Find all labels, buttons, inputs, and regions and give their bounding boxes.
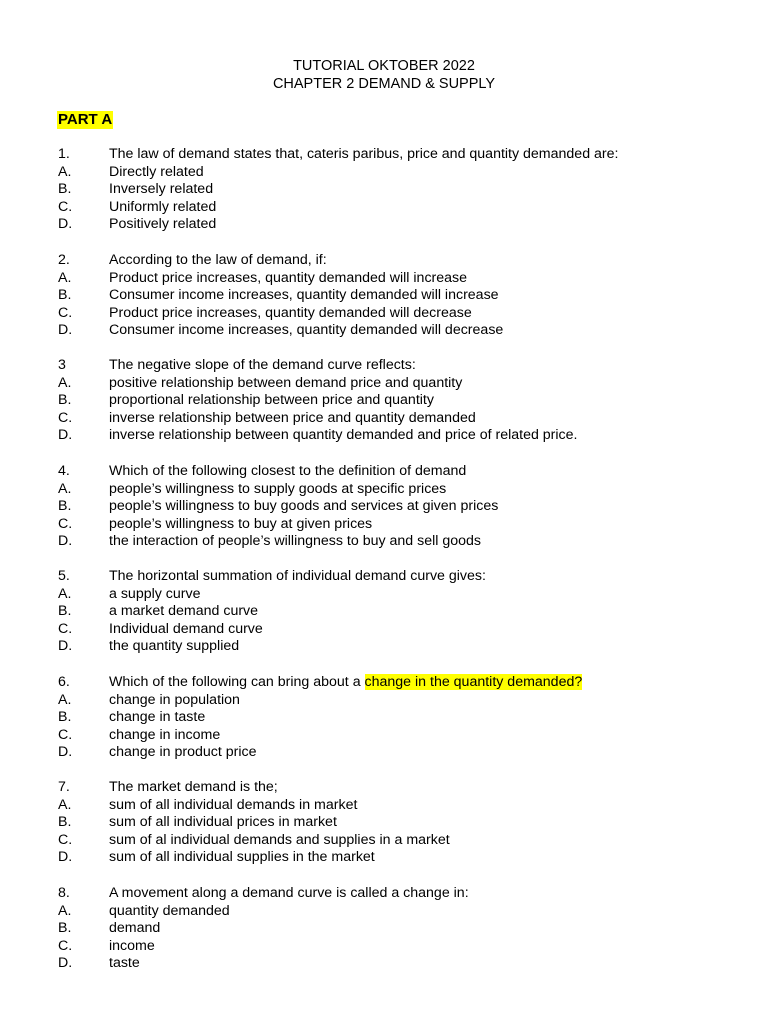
answer-option — [0, 638, 768, 656]
question-stem — [0, 674, 768, 692]
question-stem — [0, 146, 768, 164]
option-letter: D. — [58, 849, 73, 865]
answer-option — [0, 533, 768, 551]
option-letter: A. — [58, 163, 72, 180]
part-label: PART A — [58, 111, 113, 128]
option-letter: D. — [58, 638, 73, 654]
answer-option — [0, 903, 768, 921]
answer-option — [0, 516, 768, 534]
answer-option — [0, 744, 768, 762]
question-stem — [0, 568, 768, 586]
answer-option — [0, 322, 768, 340]
question-2 — [0, 252, 768, 340]
answer-option — [0, 427, 768, 445]
question-stem — [0, 885, 768, 903]
question-number: 4. — [58, 463, 70, 479]
question-number: 5. — [58, 568, 70, 584]
option-letter: C. — [58, 620, 73, 637]
option-text: Consumer income increases, quantity demanded will increase — [109, 287, 499, 303]
answer-option — [0, 814, 768, 832]
option-letter: A. — [58, 691, 72, 708]
question-8 — [0, 885, 768, 973]
option-text: people’s willingness to buy at given prices — [109, 515, 373, 532]
option-letter: A. — [58, 902, 72, 919]
option-text: Uniformly related — [109, 198, 217, 215]
question-stem — [0, 357, 768, 375]
answer-option — [0, 270, 768, 288]
answer-option — [0, 955, 768, 973]
answer-option — [0, 709, 768, 727]
option-letter: B. — [58, 498, 72, 514]
option-text: inverse relationship between price and quantity demanded — [109, 409, 476, 426]
question-number: 3 — [58, 357, 66, 373]
option-letter: B. — [58, 392, 72, 408]
answer-option — [0, 832, 768, 850]
answer-option — [0, 181, 768, 199]
option-letter: B. — [58, 181, 72, 197]
option-letter: D. — [58, 955, 73, 971]
question-text: According to the law of demand, if: — [109, 252, 327, 268]
option-text: the interaction of people’s willingness to buy and sell goods — [109, 533, 482, 549]
answer-option — [0, 305, 768, 323]
question-stem — [0, 463, 768, 481]
option-text: income — [109, 937, 155, 954]
option-letter: A. — [58, 269, 72, 286]
option-text: a supply curve — [109, 585, 201, 602]
option-letter: D. — [58, 427, 73, 443]
option-letter: D. — [58, 322, 73, 338]
option-letter: D. — [58, 216, 73, 232]
question-stem — [0, 779, 768, 797]
question-text: The law of demand states that, cateris paribus, price and quantity demanded are: — [109, 146, 619, 162]
question-4 — [0, 463, 768, 551]
question-text: Which of the following closest to the definition of demand — [109, 463, 467, 479]
question-number: 6. — [58, 674, 70, 690]
option-text: demand — [109, 920, 161, 936]
option-text: Individual demand curve — [109, 620, 263, 637]
option-text: sum of al individual demands and supplies in a market — [109, 831, 450, 848]
answer-option — [0, 498, 768, 516]
option-text: Inversely related — [109, 181, 214, 197]
answer-option — [0, 375, 768, 393]
question-text: The horizontal summation of individual demand curve gives: — [109, 568, 486, 584]
option-text: sum of all individual supplies in the market — [109, 849, 375, 865]
option-text: sum of all individual demands in market — [109, 796, 358, 813]
option-letter: C. — [58, 198, 73, 215]
option-text: a market demand curve — [109, 603, 259, 619]
document-title: TUTORIAL OKTOBER 2022 — [293, 58, 475, 74]
option-letter: C. — [58, 515, 73, 532]
option-letter: D. — [58, 533, 73, 549]
answer-option — [0, 849, 768, 867]
answer-option — [0, 920, 768, 938]
option-text: change in population — [109, 691, 240, 708]
answer-option — [0, 481, 768, 499]
question-text: A movement along a demand curve is called a change in: — [109, 885, 469, 901]
question-number: 8. — [58, 885, 70, 901]
answer-option — [0, 797, 768, 815]
option-letter: B. — [58, 603, 72, 619]
highlighted-text: change in the quantity demanded? — [364, 674, 583, 690]
option-text: Consumer income increases, quantity demanded will decrease — [109, 322, 504, 338]
option-letter: A. — [58, 480, 72, 497]
option-text: Product price increases, quantity demanded will increase — [109, 269, 468, 286]
question-number: 7. — [58, 779, 70, 795]
option-text: the quantity supplied — [109, 638, 240, 654]
question-number: 2. — [58, 252, 70, 268]
answer-option — [0, 692, 768, 710]
option-text: proportional relationship between price and quantity — [109, 392, 434, 408]
option-letter: C. — [58, 831, 73, 848]
option-text: Directly related — [109, 163, 204, 180]
option-text: Positively related — [109, 216, 217, 232]
answer-option — [0, 392, 768, 410]
option-letter: D. — [58, 744, 73, 760]
option-text: quantity demanded — [109, 902, 230, 919]
answer-option — [0, 586, 768, 604]
option-letter: C. — [58, 726, 73, 743]
question-3 — [0, 357, 768, 445]
option-letter: B. — [58, 287, 72, 303]
question-stem — [0, 252, 768, 270]
answer-option — [0, 938, 768, 956]
answer-option — [0, 621, 768, 639]
option-letter: B. — [58, 814, 72, 830]
question-1 — [0, 146, 768, 234]
option-letter: B. — [58, 920, 72, 936]
question-number: 1. — [58, 146, 70, 162]
answer-option — [0, 287, 768, 305]
answer-option — [0, 603, 768, 621]
option-text: sum of all individual prices in market — [109, 814, 337, 830]
question-5 — [0, 568, 768, 656]
answer-option — [0, 216, 768, 234]
option-letter: C. — [58, 304, 73, 321]
option-text: change in product price — [109, 744, 257, 760]
option-text: people’s willingness to buy goods and services at given prices — [109, 498, 499, 514]
question-text: The negative slope of the demand curve reflects: — [109, 357, 416, 373]
chapter-title: CHAPTER 2 DEMAND & SUPPLY — [272, 76, 496, 92]
option-text: inverse relationship between quantity demanded and price of related price. — [109, 427, 578, 443]
option-text: people’s willingness to supply goods at specific prices — [109, 480, 447, 497]
option-text: positive relationship between demand price and quantity — [109, 374, 463, 391]
option-letter: C. — [58, 409, 73, 426]
option-letter: A. — [58, 374, 72, 391]
option-letter: A. — [58, 585, 72, 602]
option-text: Product price increases, quantity demanded will decrease — [109, 304, 472, 321]
answer-option — [0, 410, 768, 428]
option-letter: A. — [58, 796, 72, 813]
option-letter: C. — [58, 937, 73, 954]
option-letter: B. — [58, 709, 72, 725]
question-text: The market demand is the; — [109, 779, 278, 795]
question-6 — [0, 674, 768, 762]
option-text: change in taste — [109, 709, 206, 725]
option-text: taste — [109, 955, 140, 971]
question-text: Which of the following can bring about a change in the quantity demanded? — [109, 674, 583, 690]
answer-option — [0, 164, 768, 182]
answer-option — [0, 199, 768, 217]
option-text: change in income — [109, 726, 221, 743]
question-7 — [0, 779, 768, 867]
answer-option — [0, 727, 768, 745]
